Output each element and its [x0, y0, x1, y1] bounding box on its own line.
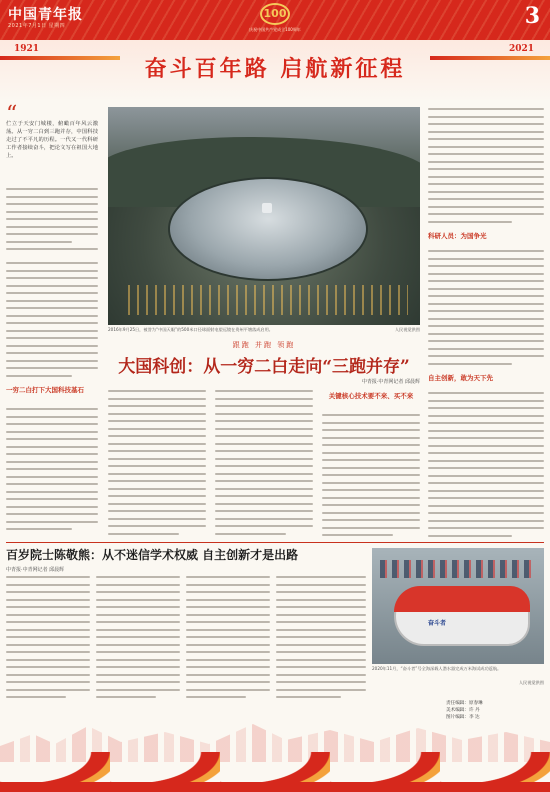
year-end: 2021 — [508, 44, 534, 54]
article1-headline: 大国科创：从一穷二白走向“三跑并存” — [118, 357, 410, 377]
article2-photo-caption: 2020年11月，“奋斗者”号全海深载人潜水器完成万米海试成功返航。 — [372, 666, 502, 671]
right-sub-heading-2: 自主创新，敢为天下先 — [428, 374, 493, 382]
paper-name: 中国青年报 — [8, 7, 83, 23]
article1-sub-heading: 关键核心技术要不来、买不来 — [328, 392, 414, 400]
article2-col3 — [186, 576, 270, 704]
submersible-photo — [372, 548, 544, 664]
article1-col3 — [322, 414, 420, 540]
article2-top-rule — [6, 542, 544, 543]
right-body-lines-2 — [428, 250, 544, 370]
right-body-lines-3 — [428, 392, 544, 538]
editor-line-2: 美术编辑：许 丹 — [446, 708, 480, 713]
photo-town-lights — [128, 285, 408, 315]
masthead — [0, 0, 550, 40]
right-body-lines-1 — [428, 108, 544, 230]
article1-byline: 中青报·中青网记者 邱晨辉 — [361, 379, 420, 385]
photo-crew-row — [380, 560, 536, 578]
article2-photo-credit: 人民视觉供图 — [518, 680, 544, 685]
banner-title: 奋斗百年路 启航新征程 — [144, 56, 406, 82]
left-sub-heading: 一穷二白打下大国科技基石 — [6, 386, 84, 394]
article2-headline: 百岁院士陈敬熊：从不迷信学术权威 自主创新才是出路 — [6, 548, 299, 562]
editor-line-3: 图片编辑：李 达 — [446, 715, 480, 720]
footer-art — [0, 708, 550, 792]
paper-date: 2021年7月1日 星期四 — [8, 23, 66, 29]
article1-col2 — [215, 390, 313, 540]
left-body-lines-1 — [6, 262, 98, 384]
telescope-feed-cabin — [262, 203, 272, 213]
emblem-number: 100 — [260, 3, 290, 25]
article1-kicker: 跟跑 并跑 领跑 — [232, 341, 296, 349]
fast-telescope-photo — [108, 107, 420, 325]
submersible-name: 奋斗者 — [428, 620, 447, 627]
lead-text: 伫立于天安门城楼，俯瞰百年风云激荡。从一穷二白到三跑并存，中国科技走过了不平凡的历程。一代又一代科研工作者接续奋斗，把论文写在祖国大地上。 — [6, 121, 98, 159]
article2-col4 — [276, 576, 366, 704]
left-body-lines-2 — [6, 408, 98, 538]
telescope-dish — [168, 177, 368, 281]
submersible-top — [394, 586, 530, 612]
year-start: 1921 — [14, 44, 40, 54]
main-photo-caption: 2016年9月25日，被誉为“中国天眼”的500米口径球面射电望远镜在贵州平塘落成启用。 — [108, 327, 273, 332]
right-sub-heading-1: 科研人员：为国争光 — [428, 232, 487, 240]
main-photo-credit: 人民视觉供图 — [394, 327, 420, 332]
centenary-emblem — [232, 2, 318, 38]
article2-byline: 中青报·中青网记者 邱晨辉 — [6, 567, 65, 573]
article2-col2 — [96, 576, 180, 704]
emblem-caption: 庆祝中国共产党成立100周年 — [249, 27, 301, 32]
lead-text-lines — [6, 188, 98, 252]
footer-wave-base — [0, 782, 550, 792]
article2-col1 — [6, 576, 90, 704]
lead-box — [6, 102, 98, 256]
article1-col1 — [108, 390, 206, 540]
page-number: 3 — [524, 3, 540, 29]
quote-mark-icon: “ — [6, 102, 18, 127]
editor-line-1: 责任编辑：原春琳 — [446, 701, 483, 706]
